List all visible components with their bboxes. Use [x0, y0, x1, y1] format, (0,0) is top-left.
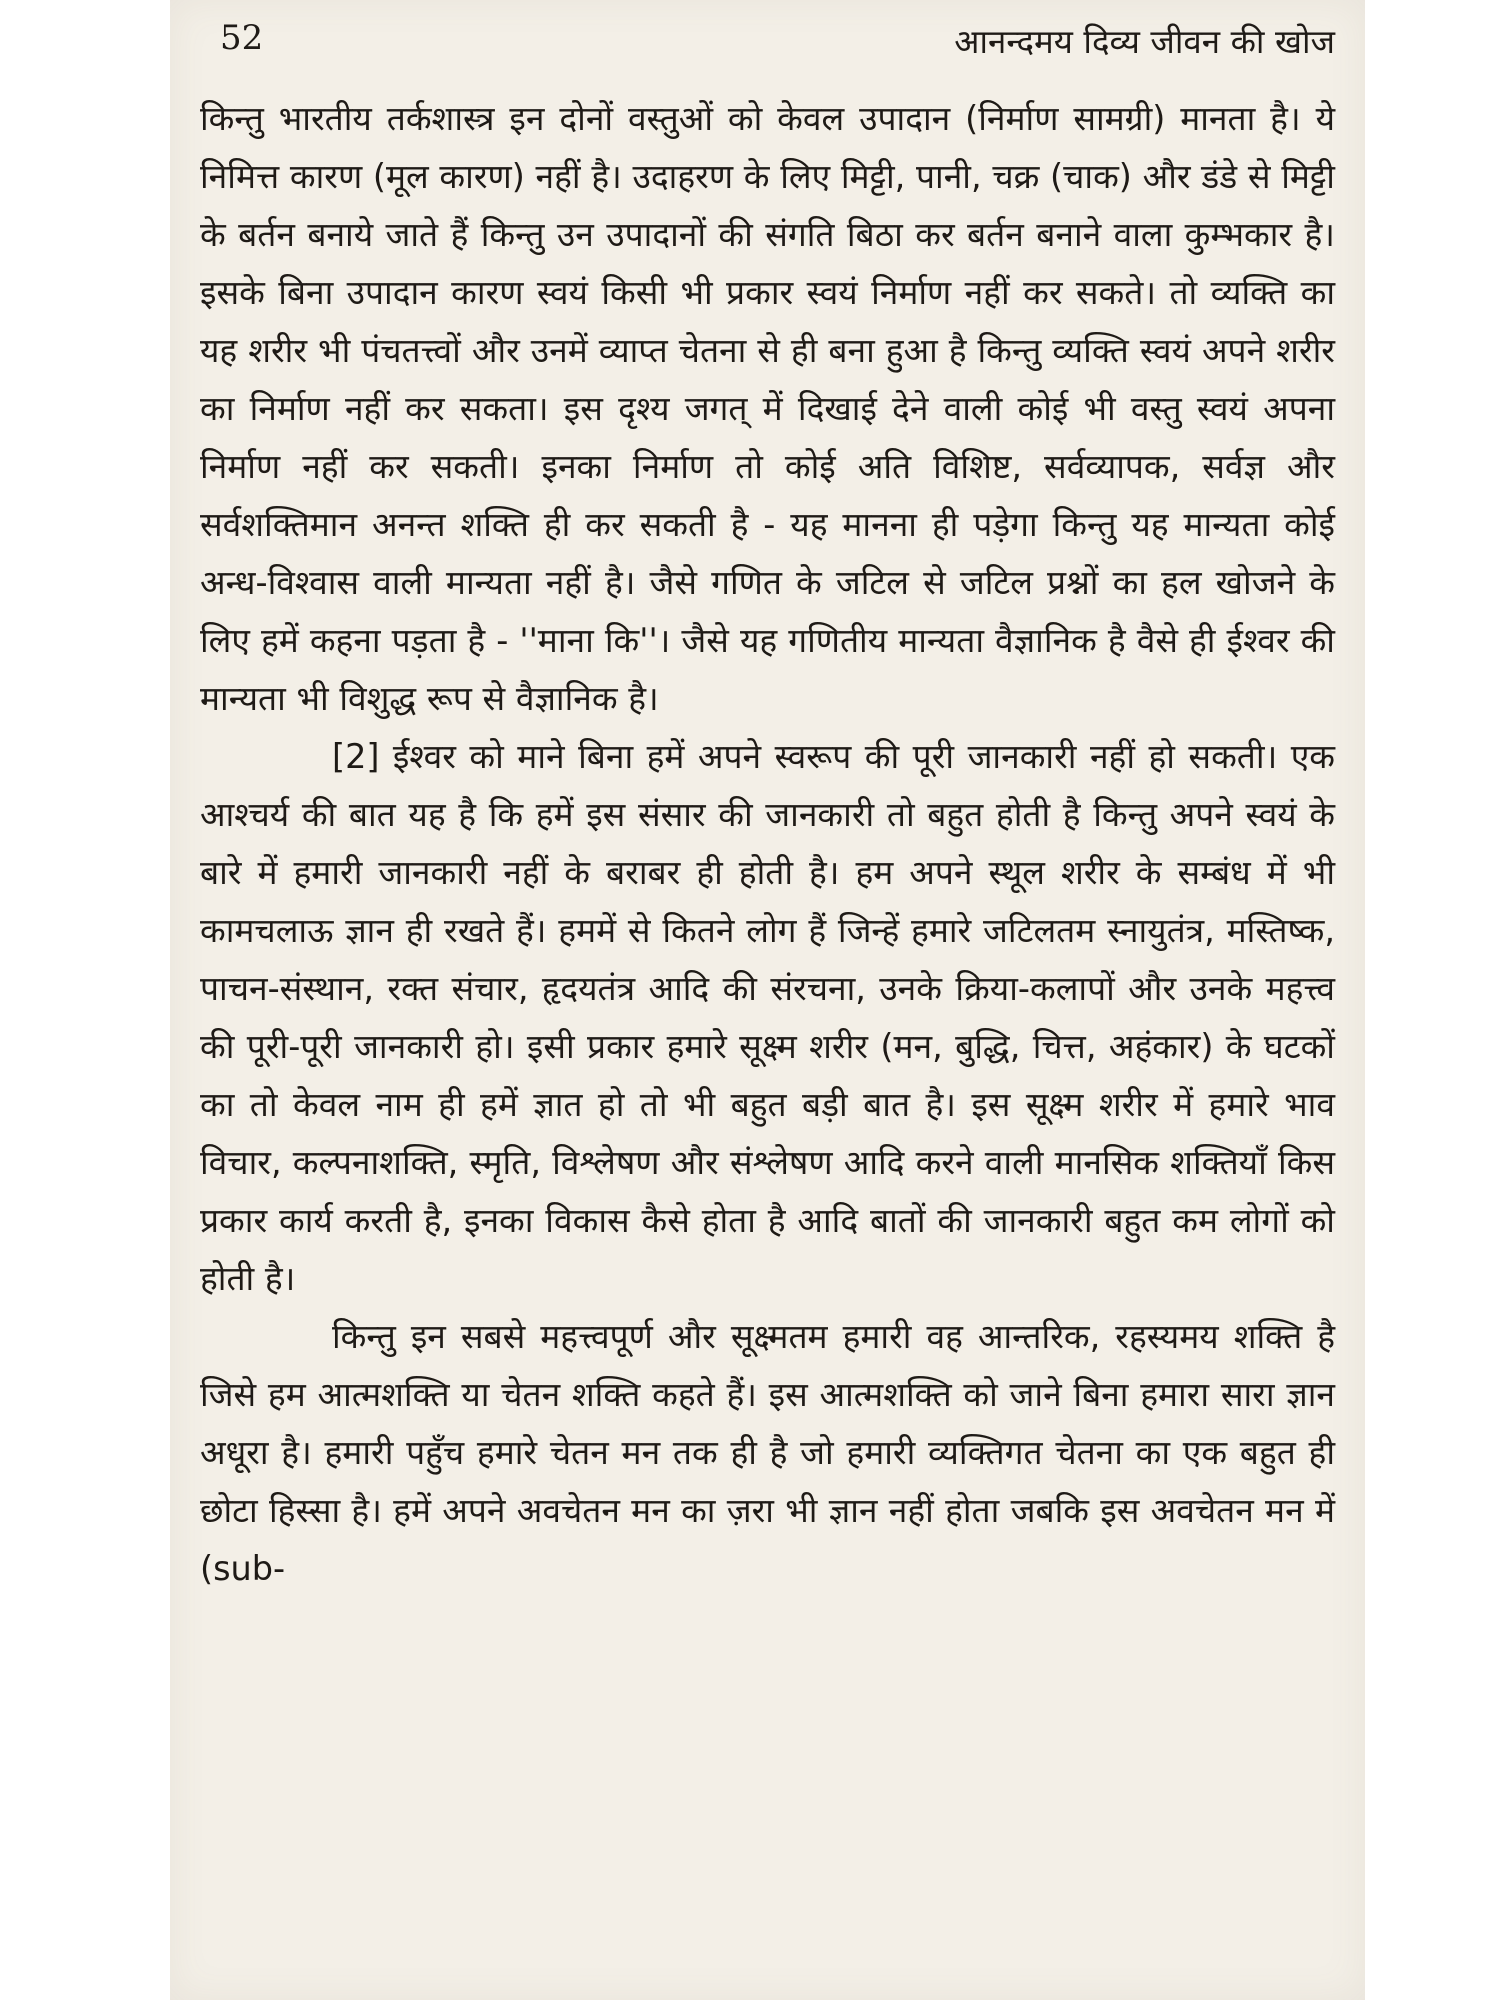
book-page: [170, 0, 1365, 2000]
page-number: 52: [220, 18, 264, 58]
running-title: आनन्दमय दिव्य जीवन की खोज: [954, 22, 1335, 61]
paragraph-2: [2] ईश्वर को माने बिना हमें अपने स्वरूप की पूरी जानकारी नहीं हो सकती। एक आश्चर्य की बात यह है कि हमें इस संसार की जानकारी तो बहुत होती है किन्तु अपने स्वयं के बारे में हमारी जानकारी नहीं के बराबर ही होती है। हम अपने स्थूल शरीर के सम्बंध में भी कामचलाऊ ज्ञान ही रखते हैं। हममें से कितने लोग हैं जिन्हें हमारे जटिलतम स्नायुतंत्र, मस्तिष्क, पाचन-संस्थान, रक्त संचार, हृदयतंत्र आदि की संरचना, उनके क्रिया-कलापों और उनके महत्त्व की पूरी-पूरी जानकारी हो। इसी प्रकार हमारे सूक्ष्म शरीर (मन, बुद्धि, चित्त, अहंकार) के घटकों का तो केवल नाम ही हमें ज्ञात हो तो भी बहुत बड़ी बात है। इस सूक्ष्म शरीर में हमारे भाव विचार, कल्पनाशक्ति, स्मृति, विश्लेषण और संश्लेषण आदि करने वाली मानसिक शक्तियाँ किस प्रकार कार्य करती है, इनका विकास कैसे होता है आदि बातों की जानकारी बहुत कम लोगों को होती है।: [200, 737, 1335, 1298]
paragraph-1: किन्तु भारतीय तर्कशास्त्र इन दोनों वस्तुओं को केवल उपादान (निर्माण सामग्री) मानता है। ये निमित्त कारण (मूल कारण) नहीं है। उदाहरण के लिए मिट्टी, पानी, चक्र (चाक) और डंडे से मिट्टी के बर्तन बनाये जाते हैं किन्तु उन उपादानों की संगति बिठा कर बर्तन बनाने वाला कुम्भकार है। इसके बिना उपादान कारण स्वयं किसी भी प्रकार स्वयं निर्माण नहीं कर सकते। तो व्यक्ति का यह शरीर भी पंचतत्त्वों और उनमें व्याप्त चेतना से ही बना हुआ है किन्तु व्यक्ति स्वयं अपने शरीर का निर्माण नहीं कर सकता। इस दृश्य जगत् में दिखाई देने वाली कोई भी वस्तु स्वयं अपना निर्माण नहीं कर सकती। इनका निर्माण तो कोई अति विशिष्ट, सर्वव्यापक, सर्वज्ञ और सर्वशक्तिमान अनन्त शक्ति ही कर सकती है - यह मानना ही पड़ेगा किन्तु यह मान्यता कोई अन्ध-विश्वास वाली मान्यता नहीं है। जैसे गणित के जटिल से जटिल प्रश्नों का हल खोजने के लिए हमें कहना पड़ता है - ''माना कि''। जैसे यह गणितीय मान्यता वैज्ञानिक है वैसे ही ईश्वर की मान्यता भी विशुद्ध रूप से वैज्ञानिक है।: [200, 99, 1335, 718]
paragraph-3: किन्तु इन सबसे महत्त्वपूर्ण और सूक्ष्मतम हमारी वह आन्तरिक, रहस्यमय शक्ति है जिसे हम आत्मशक्ति या चेतन शक्ति कहते हैं। इस आत्मशक्ति को जाने बिना हमारा सारा ज्ञान अधूरा है। हमारी पहुँच हमारे चेतन मन तक ही है जो हमारी व्यक्तिगत चेतना का एक बहुत ही छोटा हिस्सा है। हमें अपने अवचेतन मन का ज़रा भी ज्ञान नहीं होता जबकि इस अवचेतन मन में (sub-: [200, 1317, 1335, 1588]
body-text: [200, 90, 1335, 1598]
page-header: [220, 18, 1335, 78]
